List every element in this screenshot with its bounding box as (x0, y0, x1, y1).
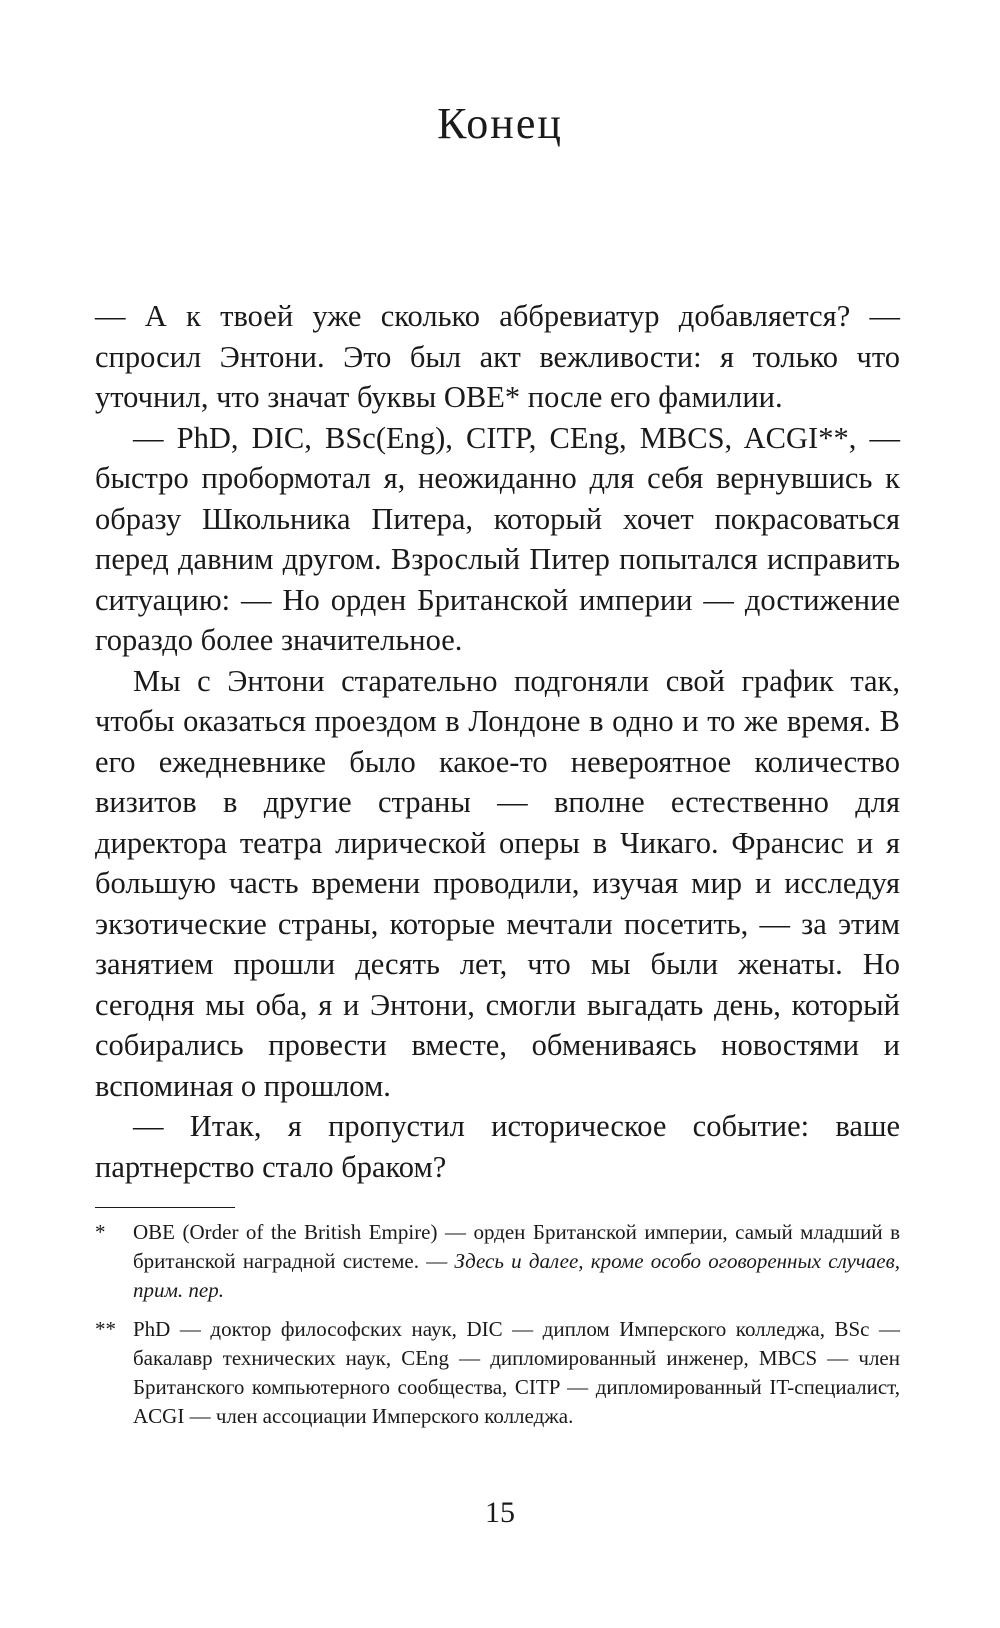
paragraph-4: — Итак, я пропустил историческое событие: ваше партнерство стало браком? (95, 1109, 900, 1184)
footnote-marker: ** (95, 1317, 116, 1341)
translator-note: Здесь и далее, кроме особо оговоренных случаев, прим. пер. (133, 1249, 900, 1302)
footnote-marker: * (95, 1220, 106, 1244)
chapter-title: Конец (437, 99, 563, 148)
footnote-2 (95, 1315, 900, 1431)
footnote-text: OBE (Order of the British Empire) — орден Британской империи, самый младший в британской наградной системе. — (133, 1220, 900, 1273)
footnote-divider (95, 1207, 235, 1208)
page-number: 15 (485, 1496, 515, 1529)
paragraph-2: — PhD, DIC, BSc(Eng), CITP, CEng, MBCS, ACGI**, — быстро пробормотал я, неожиданно для себя вернувшись к образу Школьника Питера, который хочет покрасоваться перед давним другом. Взрослый Питер попытался исправить ситуацию: — Но орден Британской империи — достижение гораздо более значительное. (95, 420, 900, 657)
footnote-text: PhD — доктор философских наук, DIC — диплом Имперского колледжа, BSc — бакалавр технических наук, CEng — дипломированный инженер, MBCS — член Британского компьютерного сообщества, CITP — дипломированный IT-специалист, ACGI — член ассоциации Имперского колледжа. (133, 1317, 900, 1428)
footnotes (95, 1218, 900, 1441)
footnote-1 (95, 1218, 900, 1305)
body-text (95, 296, 900, 1187)
paragraph-1: — А к твоей уже сколько аббревиатур добавляется? — спросил Энтони. Это был акт вежливости: я только что уточнил, что значат буквы OBE* после его фамилии. (95, 299, 900, 414)
paragraph-3: Мы с Энтони старательно подгоняли свой график так, чтобы оказаться проездом в Лондоне в одно и то же время. В его ежедневнике было какое-то невероятное количество визитов в другие страны — вполне естественно для директора театра лирической оперы в Чикаго. Франсис и я большую часть времени проводили, изучая мир и исследуя экзотические страны, которые мечтали посетить, — за этим занятием прошли десять лет, что мы были женаты. Но сегодня мы оба, я и Энтони, смогли выгадать день, который собирались провести вместе, обмениваясь новостями и вспоминая о прошлом. (95, 663, 900, 1103)
